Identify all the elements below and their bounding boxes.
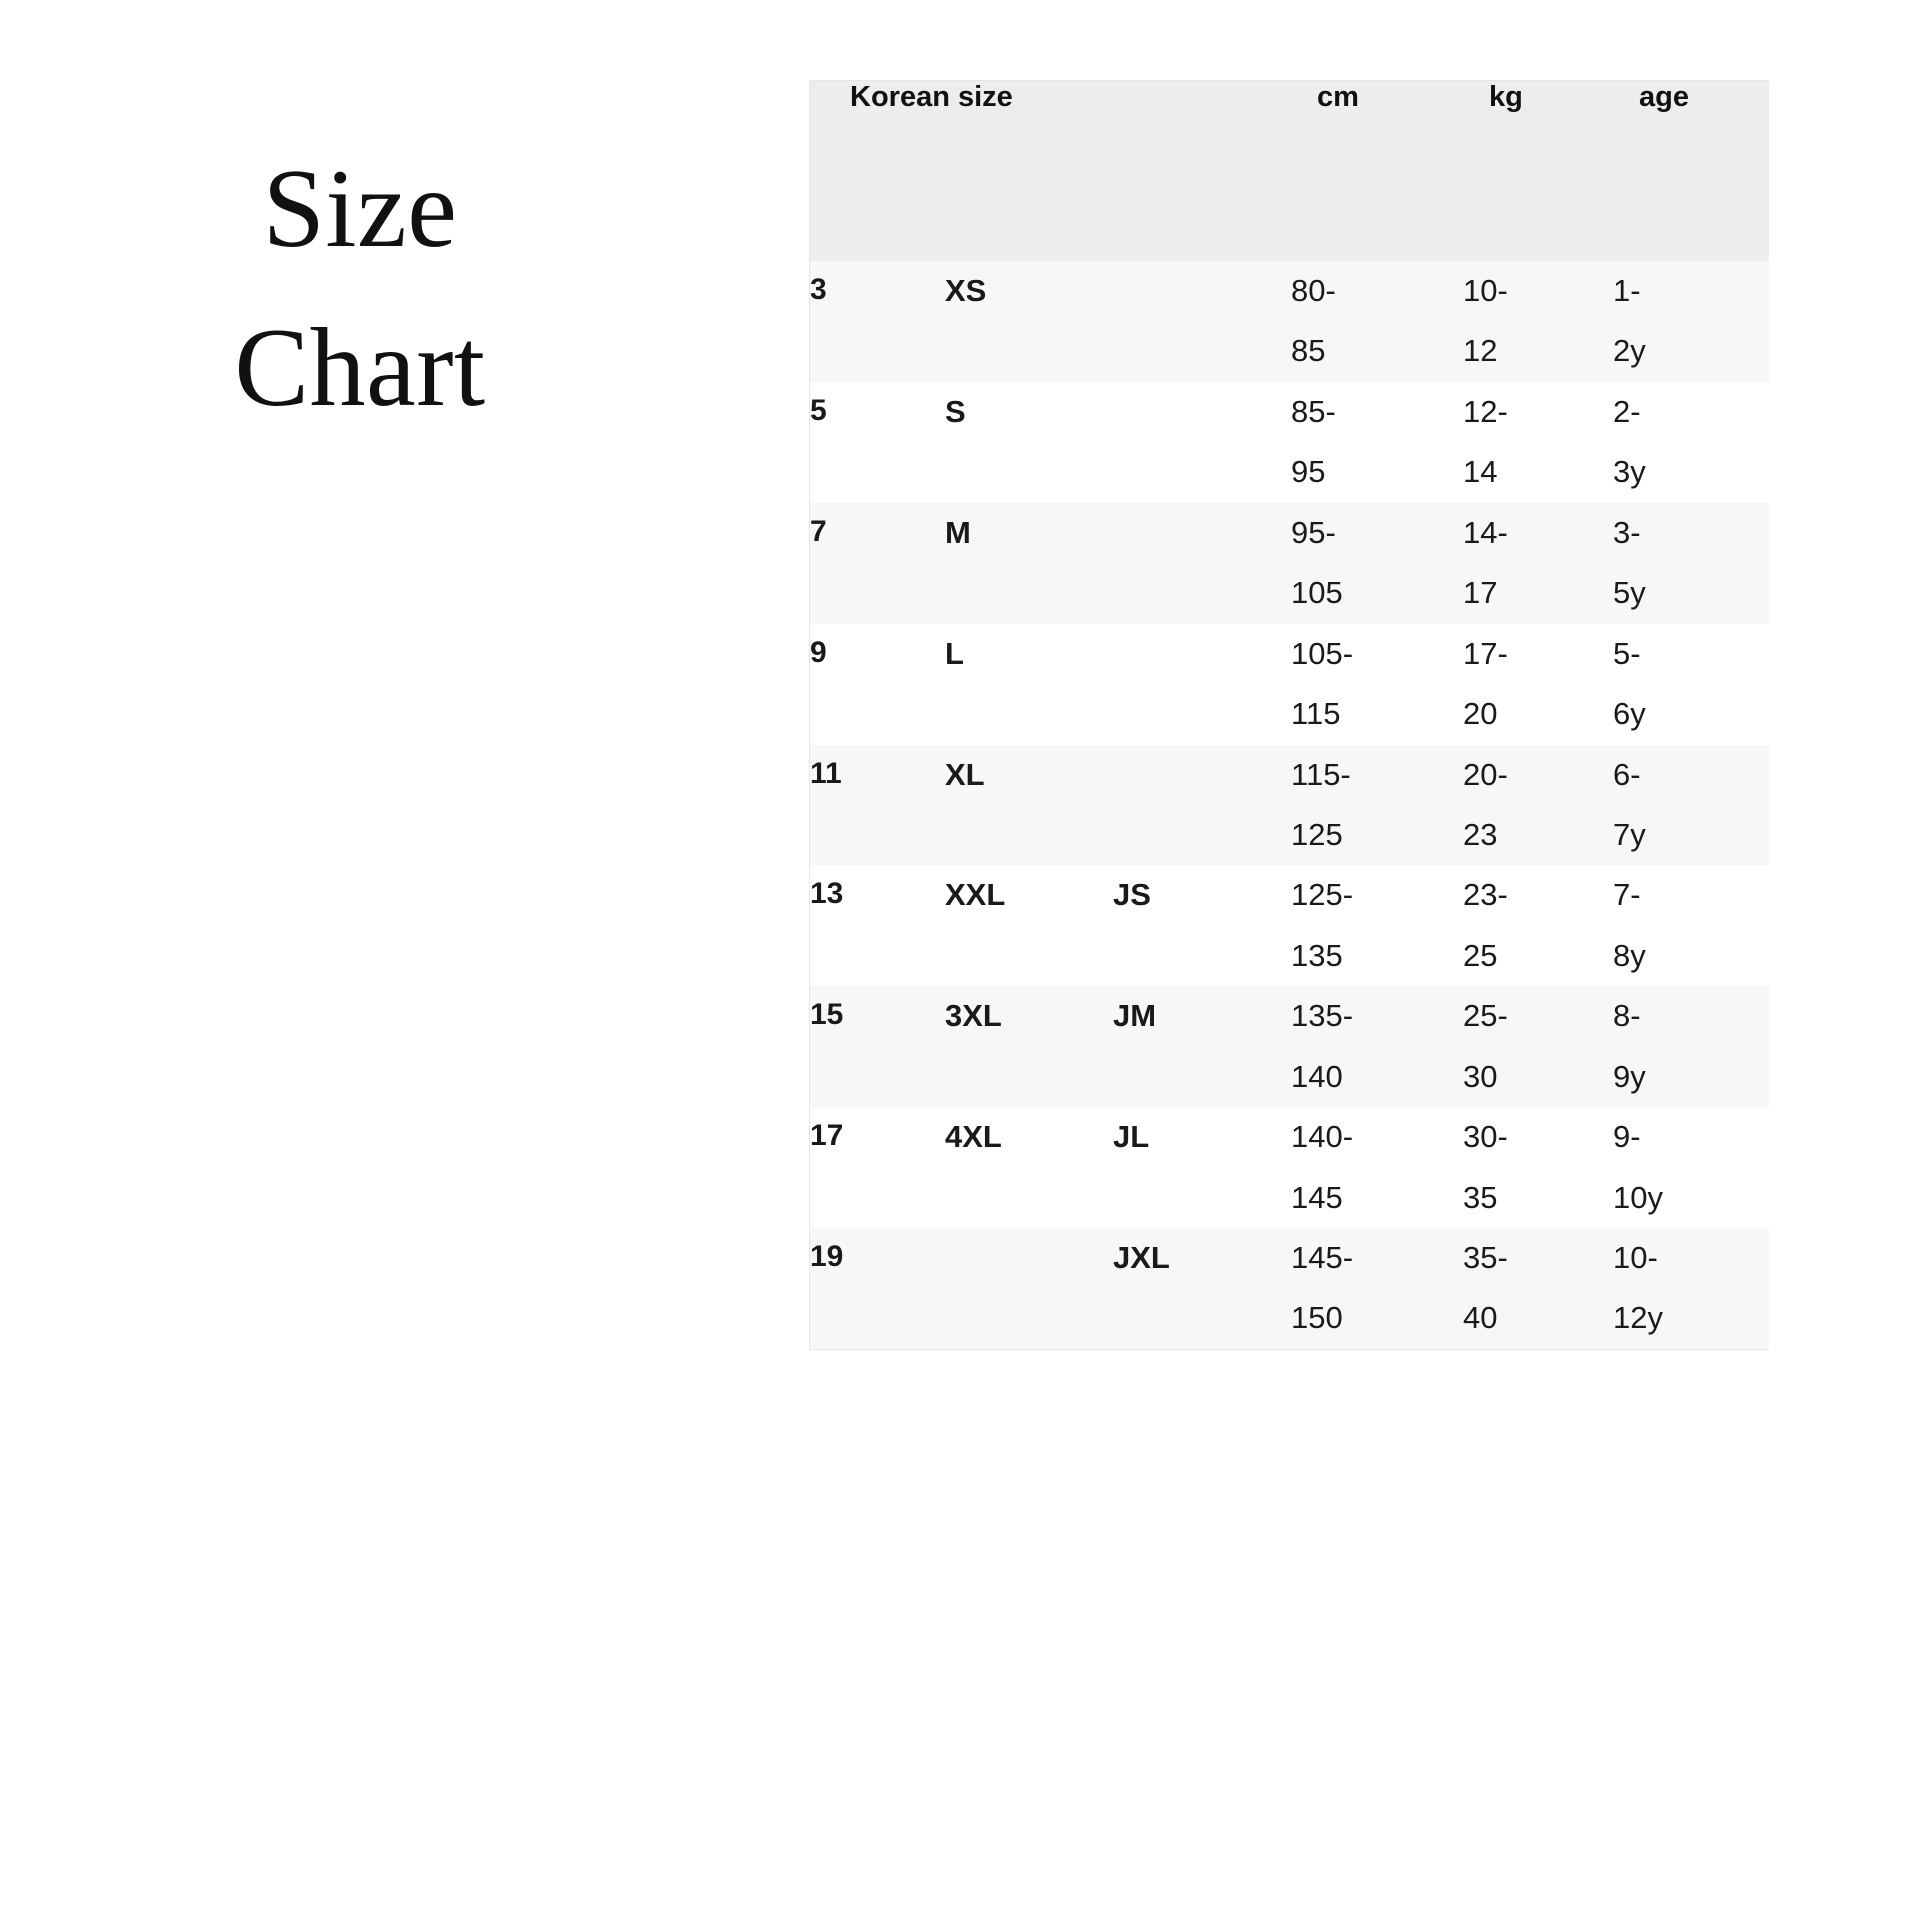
table-row — [810, 1228, 1769, 1349]
cell-international-size: S — [945, 393, 966, 429]
column-header-kg: kg — [1489, 81, 1523, 113]
cell-cm-line-1: 145- — [1291, 1240, 1354, 1275]
cell-jp-size — [1113, 745, 1291, 866]
cell-kg-line-2: 35 — [1463, 1179, 1498, 1215]
column-header-korean-size: Korean size — [850, 81, 1013, 113]
cell-jp-size — [1113, 624, 1291, 745]
cell-age — [1613, 261, 1769, 382]
table-row — [810, 745, 1769, 866]
table-row — [810, 261, 1769, 382]
cell-kg-line-1: 20- — [1463, 756, 1508, 792]
cell-korean-number: 5 — [810, 393, 827, 427]
cell-kg-line-2: 30 — [1463, 1058, 1498, 1094]
cell-international-size: XS — [945, 273, 987, 308]
cell-kg-line-1: 23- — [1463, 877, 1508, 913]
cell-kg — [1463, 261, 1613, 382]
cell-age-line-1: 6- — [1613, 756, 1641, 792]
cell-age-line-2: 12y — [1613, 1300, 1663, 1336]
cell-age-line-1: 2- — [1613, 393, 1641, 429]
cell-korean-number: 7 — [810, 514, 827, 548]
cell-age-line-1: 8- — [1613, 998, 1641, 1034]
cell-age — [1613, 624, 1769, 745]
cell-korean-number: 9 — [810, 635, 827, 669]
cell-cm-line-2: 95 — [1291, 454, 1326, 490]
table-body — [810, 261, 1769, 1349]
table-row — [810, 503, 1769, 624]
cell-kg-line-2: 12 — [1463, 333, 1498, 369]
cell-kg-line-2: 40 — [1463, 1300, 1498, 1336]
cell-kg-line-1: 17- — [1463, 635, 1508, 671]
cell-kg — [1463, 503, 1613, 624]
cell-cm-line-2: 115 — [1291, 696, 1341, 732]
cell-cm-line-2: 150 — [1291, 1300, 1343, 1336]
page-title-line-1: Size — [262, 147, 458, 271]
cell-kg-line-2: 14 — [1463, 454, 1498, 490]
table-row — [810, 865, 1769, 986]
cell-age-line-1: 10- — [1613, 1240, 1658, 1275]
size-chart-table — [810, 81, 1769, 1349]
cell-international-size: 4XL — [945, 1119, 1002, 1155]
cell-korean-number: 17 — [810, 1119, 844, 1153]
cell-kg — [1463, 745, 1613, 866]
table-header — [810, 81, 1769, 261]
cell-age — [1613, 986, 1769, 1107]
cell-kg-line-2: 25 — [1463, 937, 1498, 973]
cell-cm-line-1: 80- — [1291, 273, 1336, 308]
cell-age-line-1: 9- — [1613, 1119, 1641, 1155]
cell-cm-line-2: 145 — [1291, 1179, 1343, 1215]
cell-cm — [1291, 1228, 1463, 1349]
cell-korean-number: 11 — [810, 756, 842, 790]
cell-kg — [1463, 382, 1613, 503]
cell-cm-line-1: 85- — [1291, 393, 1336, 429]
cell-cm-line-1: 115- — [1291, 756, 1351, 792]
cell-international-size: XL — [945, 756, 985, 792]
cell-age-line-2: 9y — [1613, 1058, 1646, 1094]
table-row — [810, 624, 1769, 745]
cell-cm-line-2: 85 — [1291, 333, 1326, 369]
cell-age-line-2: 3y — [1613, 454, 1646, 490]
cell-cm — [1291, 1107, 1463, 1228]
cell-kg-line-2: 17 — [1463, 575, 1498, 611]
cell-cm-line-1: 95- — [1291, 514, 1336, 550]
cell-age-line-2: 7y — [1613, 816, 1646, 852]
cell-korean-number: 13 — [810, 877, 844, 911]
cell-age-line-1: 1- — [1613, 273, 1641, 308]
cell-cm-line-2: 125 — [1291, 816, 1343, 852]
cell-kg — [1463, 1228, 1613, 1349]
cell-age — [1613, 1228, 1769, 1349]
cell-kg-line-1: 35- — [1463, 1240, 1508, 1275]
cell-korean-number: 19 — [810, 1240, 844, 1273]
cell-age-line-1: 7- — [1613, 877, 1641, 913]
cell-jp-size — [1113, 503, 1291, 624]
cell-cm-line-1: 125- — [1291, 877, 1354, 913]
cell-cm — [1291, 745, 1463, 866]
cell-jp-size: JM — [1113, 998, 1157, 1034]
cell-cm-line-1: 135- — [1291, 998, 1354, 1034]
table-row — [810, 986, 1769, 1107]
cell-age-line-2: 10y — [1613, 1179, 1663, 1215]
cell-international-size — [945, 1228, 1113, 1349]
cell-international-size: M — [945, 514, 971, 550]
cell-kg-line-1: 10- — [1463, 273, 1508, 308]
cell-korean-number: 3 — [810, 273, 827, 306]
cell-jp-size — [1113, 382, 1291, 503]
cell-jp-size: JXL — [1113, 1240, 1170, 1275]
cell-cm — [1291, 624, 1463, 745]
cell-cm-line-2: 135 — [1291, 937, 1343, 973]
cell-cm — [1291, 865, 1463, 986]
cell-international-size: L — [945, 635, 964, 671]
cell-cm — [1291, 986, 1463, 1107]
cell-kg-line-1: 30- — [1463, 1119, 1508, 1155]
cell-jp-size: JL — [1113, 1119, 1150, 1155]
page-title — [120, 130, 600, 448]
cell-cm-line-2: 105 — [1291, 575, 1343, 611]
cell-kg — [1463, 865, 1613, 986]
table-row — [810, 1107, 1769, 1228]
cell-age-line-2: 5y — [1613, 575, 1646, 611]
cell-jp-size: JS — [1113, 877, 1151, 913]
cell-cm — [1291, 503, 1463, 624]
cell-cm — [1291, 382, 1463, 503]
page-title-line-2: Chart — [234, 306, 486, 431]
cell-kg — [1463, 1107, 1613, 1228]
cell-age-line-2: 2y — [1613, 333, 1646, 369]
cell-kg-line-1: 14- — [1463, 514, 1508, 550]
cell-kg-line-1: 12- — [1463, 393, 1508, 429]
cell-age-line-2: 8y — [1613, 937, 1646, 973]
cell-cm-line-1: 140- — [1291, 1119, 1354, 1155]
column-header-cm: cm — [1317, 81, 1359, 113]
cell-age-line-1: 5- — [1613, 635, 1641, 671]
column-header-age: age — [1639, 81, 1689, 113]
cell-international-size: 3XL — [945, 998, 1002, 1034]
cell-age — [1613, 865, 1769, 986]
cell-kg — [1463, 624, 1613, 745]
table-header-row — [810, 81, 1769, 261]
cell-age — [1613, 382, 1769, 503]
cell-cm-line-1: 105- — [1291, 635, 1354, 671]
cell-cm — [1291, 261, 1463, 382]
cell-kg-line-1: 25- — [1463, 998, 1508, 1034]
cell-age-line-2: 6y — [1613, 696, 1646, 732]
cell-korean-number: 15 — [810, 998, 844, 1032]
cell-kg-line-2: 23 — [1463, 816, 1498, 852]
cell-kg-line-2: 20 — [1463, 696, 1498, 732]
cell-cm-line-2: 140 — [1291, 1058, 1343, 1094]
cell-age — [1613, 745, 1769, 866]
cell-jp-size — [1113, 261, 1291, 382]
table-row — [810, 382, 1769, 503]
cell-international-size: XXL — [945, 877, 1006, 913]
cell-age — [1613, 1107, 1769, 1228]
cell-kg — [1463, 986, 1613, 1107]
size-chart-table-container — [809, 80, 1768, 1350]
cell-age-line-1: 3- — [1613, 514, 1641, 550]
cell-age — [1613, 503, 1769, 624]
